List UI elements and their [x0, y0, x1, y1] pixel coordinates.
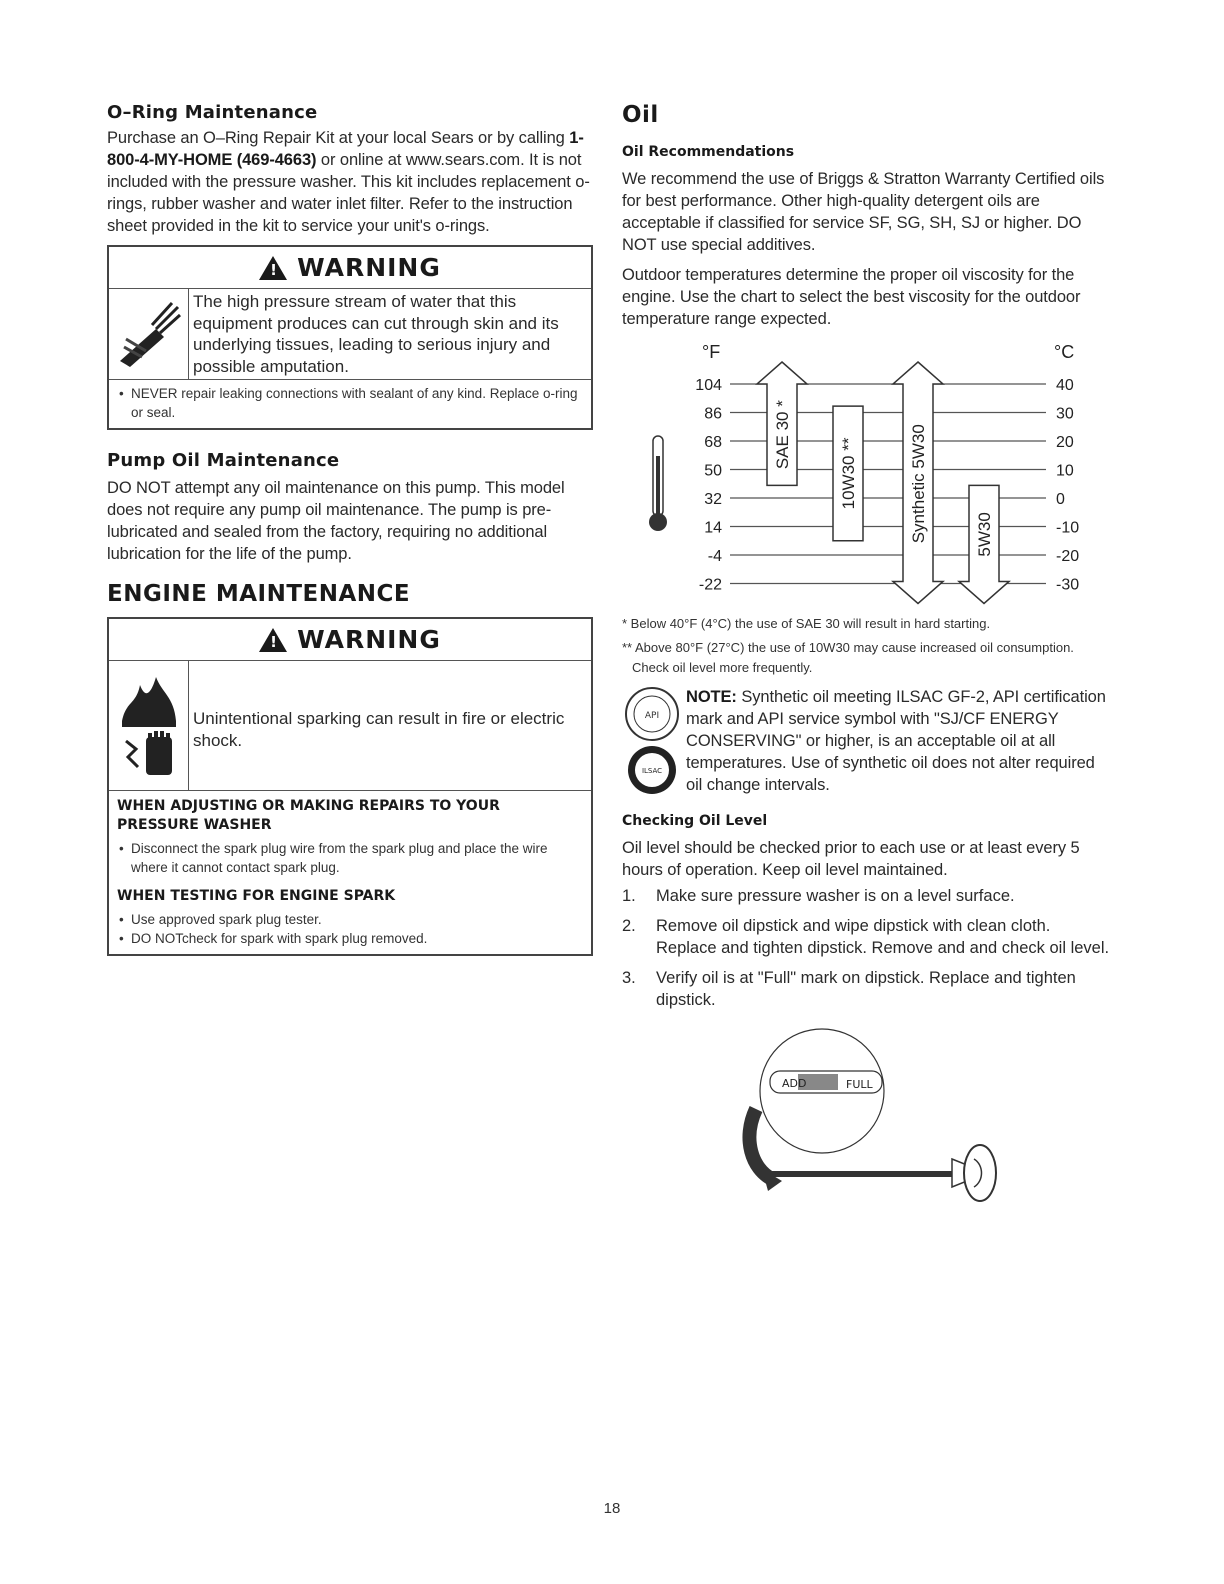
- dipstick-illustration: [622, 1019, 1112, 1209]
- c-tick-label: -30: [1056, 576, 1080, 594]
- svg-text:API: API: [644, 711, 660, 721]
- oil-rec-title: Oil Recommendations: [622, 144, 795, 160]
- injection-hazard-icon: [109, 289, 189, 379]
- phone-number: 1-800-4-MY-HOME (469-4663): [107, 129, 584, 169]
- engine-maintenance-title: ENGINE MAINTENANCE: [107, 581, 411, 607]
- footnote-sae30: * Below 40°F (4°C) the use of SAE 30 will result in hard starting.: [622, 616, 991, 631]
- warning-header: [109, 619, 591, 661]
- right-column: [622, 92, 1112, 1209]
- synthetic-note: [622, 686, 1112, 801]
- checking-oil-intro: Oil level should be checked prior to each use or at least every 5 hours of operation. Keep oil level maintained.: [622, 839, 1080, 879]
- f-tick-label: -4: [707, 548, 722, 565]
- warning-text: Unintentional sparking can result in fire or electric shock.: [193, 709, 565, 750]
- viscosity-bar-label: SAE 30 *: [773, 400, 792, 470]
- f-tick-label: 14: [704, 519, 722, 537]
- viscosity-chart-svg: [622, 336, 1112, 606]
- thermometer-icon: [649, 436, 667, 531]
- viscosity-range-bar: [893, 362, 943, 604]
- warning-bullet: • DO NOTcheck for spark with spark plug removed.: [117, 929, 585, 948]
- viscosity-bar-label: Synthetic 5W30: [909, 424, 928, 544]
- f-tick-label: 86: [704, 405, 722, 423]
- footnote-10w30: ** Above 80°F (27°C) the use of 10W30 may cause increased oil consumption. Check oil level more frequently.: [622, 640, 1074, 675]
- note-text: Synthetic oil meeting ILSAC GF-2, API certification mark and API service symbol with "SJ/CF ENERGY CONSERVING" or higher, is an acceptable oil at all temperatures. Use of synthetic oil does not alter required oil change intervals.: [686, 688, 1106, 794]
- list-item: 2. Remove oil dipstick and wipe dipstick with clean cloth. Replace and tighten dipstick. Remove and and check oil level.: [622, 917, 1110, 957]
- viscosity-range-bar: [757, 362, 807, 485]
- fire-shock-icon: [109, 661, 189, 790]
- warning-bullet: • NEVER repair leaking connections with sealant of any kind. Replace o-ring or seal.: [117, 384, 585, 422]
- pump-oil-text: DO NOT attempt any oil maintenance on this pump. This model does not require any pump oil maintenance. The pump is pre-lubricated and sealed from the factory, requiring no additional lubrication for the life of the pump.: [107, 479, 565, 563]
- note-label: NOTE:: [686, 688, 737, 706]
- f-tick-label: 32: [704, 491, 722, 508]
- list-item: 3. Verify oil is at "Full" mark on dipstick. Replace and tighten dipstick.: [622, 969, 1076, 1009]
- list-item: 1. Make sure pressure washer is on a level surface.: [622, 887, 1015, 905]
- oring-title: O–Ring Maintenance: [107, 102, 318, 123]
- svg-text:ILSAC: ILSAC: [641, 767, 663, 775]
- warning-label: WARNING: [297, 253, 441, 282]
- f-tick-label: 68: [704, 434, 722, 451]
- warning-triangle-icon: [259, 628, 287, 652]
- warning-box-sparking: [107, 617, 593, 956]
- checking-steps: [622, 885, 1112, 1011]
- page-number: 18: [603, 1500, 621, 1517]
- c-tick-label: 0: [1056, 491, 1065, 508]
- warning-box-pressure: [107, 245, 593, 430]
- oil-rec-text: We recommend the use of Briggs & Stratton Warranty Certified oils for best performance. Other high-quality detergent oils are acceptable if classified for service SF, SG, SH, SJ or higher. DO NOT use special additives.: [622, 170, 1105, 254]
- c-tick-label: 30: [1056, 405, 1074, 423]
- viscosity-range-bar: [833, 406, 863, 541]
- c-tick-label: -20: [1056, 548, 1080, 565]
- dipstick-full-label: FULL: [846, 1078, 873, 1091]
- viscosity-range-bar: [959, 485, 1009, 603]
- pump-oil-title: Pump Oil Maintenance: [107, 450, 340, 471]
- c-tick-label: -10: [1056, 519, 1080, 537]
- api-symbol-icon: [622, 686, 686, 801]
- viscosity-bar-label: 5W30: [975, 512, 994, 557]
- f-tick-label: -22: [698, 576, 722, 594]
- warning-subhead: WHEN TESTING FOR ENGINE SPARK: [117, 888, 396, 904]
- warning-text: The high pressure stream of water that this equipment produces can cut through skin and its underlying tissues, leading to serious injury and possible amputation.: [193, 292, 559, 376]
- warning-bullet: • Use approved spark plug tester.: [117, 910, 585, 929]
- warning-bullet: • Disconnect the spark plug wire from the spark plug and place the wire where it cannot contact spark plug.: [117, 839, 585, 877]
- c-tick-label: 20: [1056, 434, 1074, 451]
- viscosity-bar-label: 10W30 **: [839, 437, 858, 510]
- c-tick-label: 40: [1056, 377, 1074, 394]
- f-tick-label: 50: [704, 462, 722, 480]
- oil-temp-text: Outdoor temperatures determine the proper oil viscosity for the engine. Use the chart to select the best viscosity for the outdoor temperature range expected.: [622, 266, 1081, 328]
- viscosity-chart: [622, 336, 1112, 606]
- fahrenheit-unit: °F: [702, 342, 721, 362]
- warning-label: WARNING: [297, 625, 441, 654]
- warning-header: [109, 247, 591, 289]
- celsius-unit: °C: [1054, 342, 1075, 362]
- left-column: [107, 92, 593, 956]
- checking-oil-title: Checking Oil Level: [622, 813, 768, 829]
- c-tick-label: 10: [1056, 462, 1074, 480]
- warning-triangle-icon: [259, 256, 287, 280]
- oil-title: Oil: [622, 102, 659, 128]
- dipstick-add-label: ADD: [782, 1077, 807, 1090]
- warning-subhead: WHEN ADJUSTING OR MAKING REPAIRS TO YOUR PRESSURE WASHER: [117, 798, 500, 833]
- oring-text: Purchase an O–Ring Repair Kit at your local Sears or by calling 1-800-4-MY-HOME (469-4663) or online at www.sears.com. It is not included with the pressure washer. This kit includes replacement o-rings, rubber washer and water inlet filter. Refer to the instruction sheet provided in the kit to service your unit's o-rings.: [107, 129, 590, 235]
- f-tick-label: 104: [695, 377, 722, 394]
